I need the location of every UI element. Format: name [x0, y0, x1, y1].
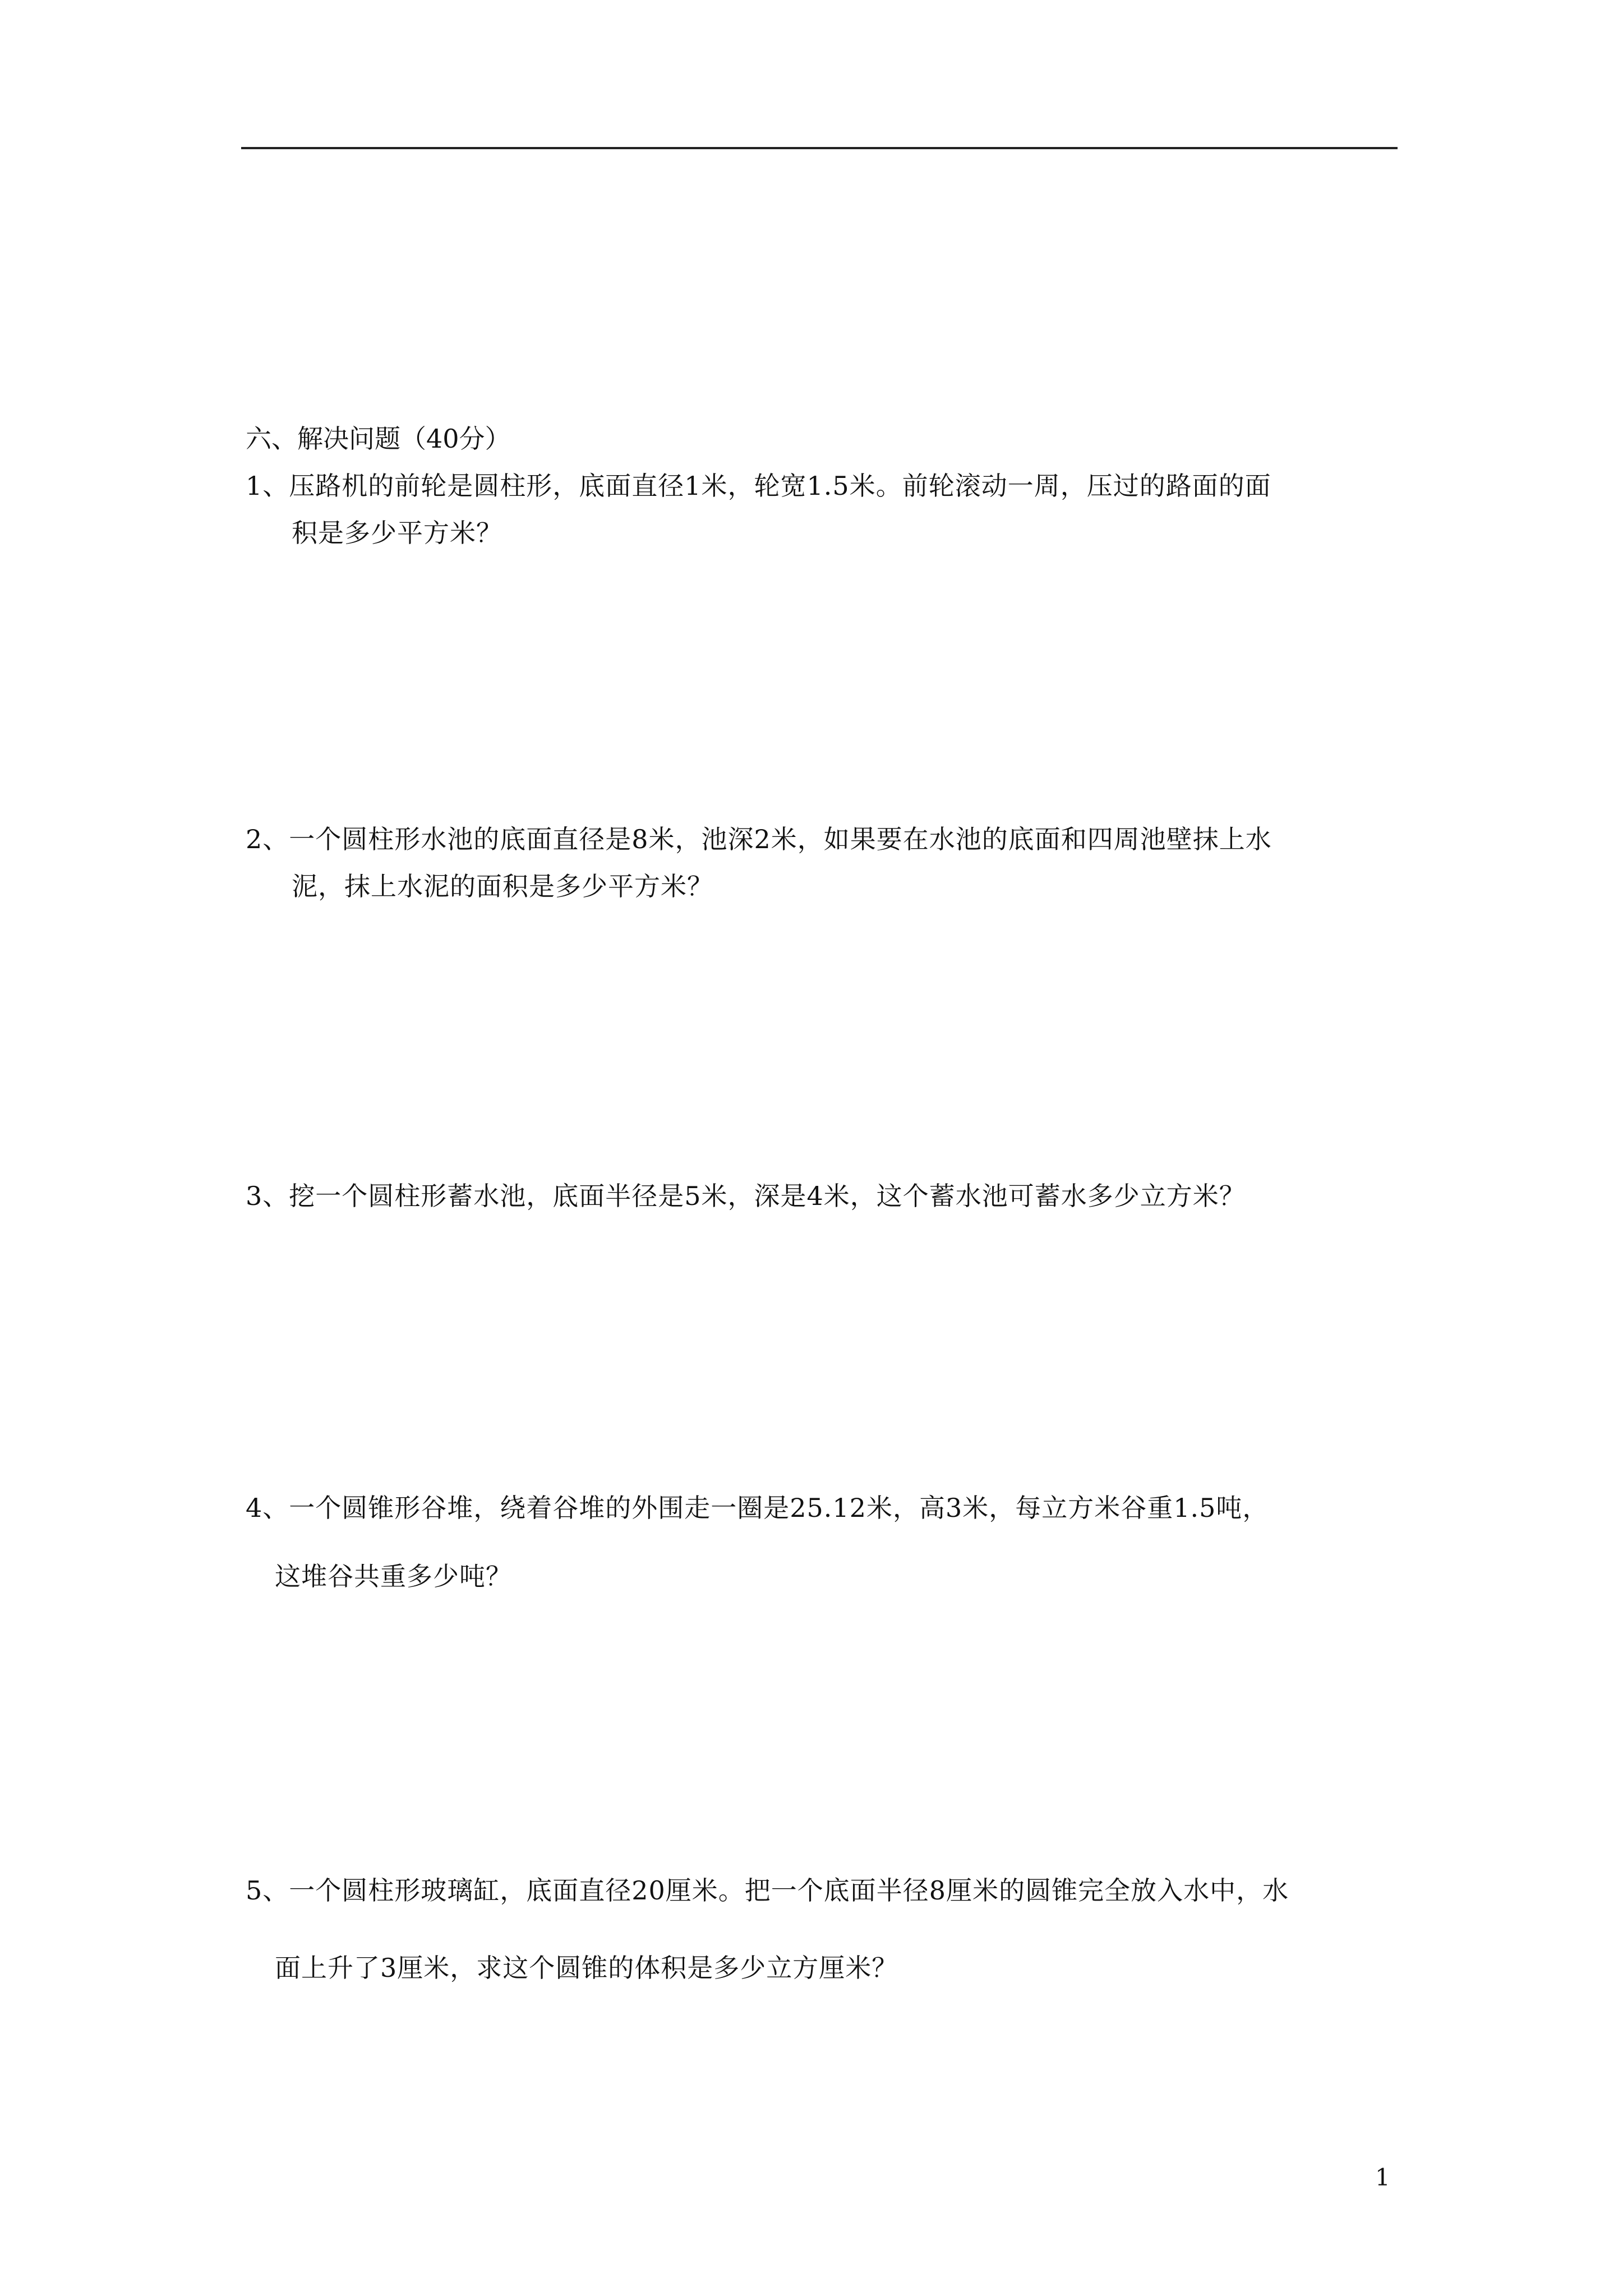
- question-1-line-2: 积是多少平方米？: [292, 518, 502, 548]
- question-5-line-2: 面上升了3厘米，求这个圆锥的体积是多少立方厘米？: [275, 1953, 898, 1983]
- question-3-line-1: 3、挖一个圆柱形蓄水池，底面半径是5米，深是4米，这个蓄水池可蓄水多少立方米？: [246, 1181, 1246, 1211]
- question-4-line-1: 4、一个圆锥形谷堆，绕着谷堆的外围走一圈是25.12米，高3米，每立方米谷重1.5吨，: [246, 1493, 1269, 1523]
- header-rule: [241, 147, 1398, 149]
- question-2-line-2: 泥，抹上水泥的面积是多少平方米？: [292, 871, 713, 901]
- question-4-line-2: 这堆谷共重多少吨？: [275, 1561, 512, 1591]
- question-1-line-1: 1、压路机的前轮是圆柱形，底面直径1米，轮宽1.5米。前轮滚动一周，压过的路面的面: [246, 471, 1271, 501]
- section-title: 六、解决问题（40分）: [246, 424, 511, 454]
- question-2-line-1: 2、一个圆柱形水池的底面直径是8米，池深2米，如果要在水池的底面和四周池壁抹上水: [246, 824, 1272, 854]
- question-5-line-1: 5、一个圆柱形玻璃缸，底面直径20厘米。把一个底面半径8厘米的圆锥完全放入水中，水: [246, 1875, 1289, 1906]
- page-number: 1: [1375, 2164, 1390, 2191]
